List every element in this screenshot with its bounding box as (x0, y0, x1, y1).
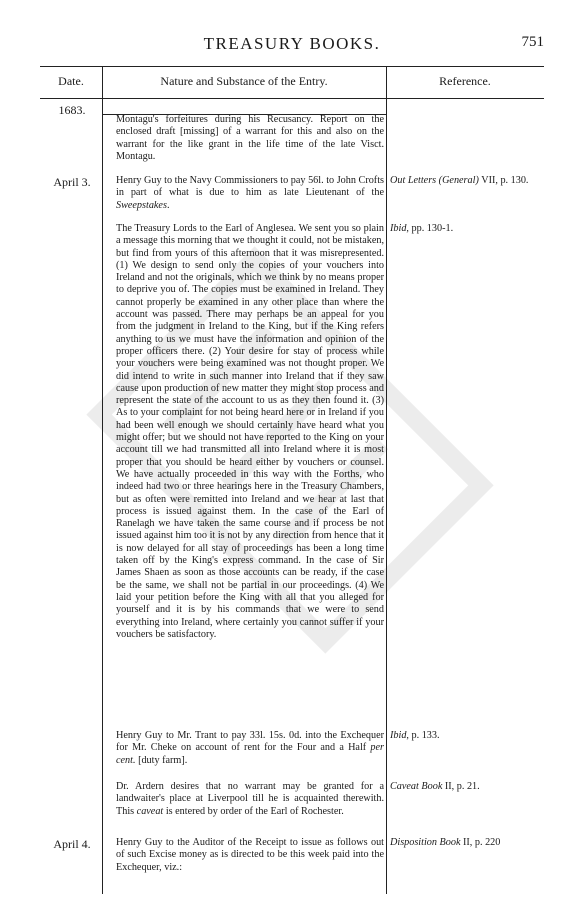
row-rule (102, 114, 386, 115)
column-header-reference: Reference. (439, 74, 491, 88)
entry-reference: Disposition Book II, p. 220 (390, 837, 501, 848)
page-header (40, 30, 544, 60)
entry-reference: Ibid, pp. 130-1. (390, 223, 454, 234)
running-title: TREASURY BOOKS. (203, 34, 381, 53)
column-header-date: Date. (58, 74, 84, 88)
column-divider (102, 66, 103, 894)
entry-text: Montagu's forfeitures during his Recusancy. Report on the enclosed draft [missing] of a warrant for this and also on the warrant for the like grant in the life time of the late Visct. Montagu. (116, 114, 384, 162)
entry-text: The Treasury Lords to the Earl of Anglesea. We sent you so plain a message this morning that we thought it could, not be mistaken, but find from yours of this afternoon that it was misrepresented. (1) We design to send only the copies of your vouchers into Ireland and not the originals, which we think by no means proper to deprive you of. The copies must be examined in Ireland. They cannot properly be examined in any other place than where the account was passed. There may perhaps be an appeal for you from the judgment in Ireland to the King, but if the King refers anything to us we must have the information and opinion of the proper officers there. (2) Your desire for stay of process while your vouchers were being examined was not thought proper. We did intend to write in such manner into Ireland that if they saw cause upon production of new matter they might stop process and represent the state of the account to us as they then found it. (3) As to your complaint for not being heard here or in Ireland if you had been well enough we should certainly have heard what you might offer; but we should not have reported to the King on your account till we had transmitted all into Ireland where it is most proper that you should be heard either by vouchers or counsel. We have actually proceeded in this way with the Forths, who indeed had two or three hearings here in the Treasury Chambers, but as often were remitted into Ireland and we hear at last that process is issued against them. In the case of the Earl of Ranelagh we have taken the same course and if process be not issued against him too it is not by any direction from hence that it is now delayed for all stay of proceedings has been a long time taken off by the King's express command. In the case of Sir James Shaen as soon as those accounts can be ready, if the case be the same, we shall not be partial in our proceedings. (4) We laid your petition before the King with all that you alleged for yourself and it is by his commands that we were to send everything into Ireland, where certainly you cannot suffer if your vouchers be satisfactory. (116, 223, 384, 640)
page-number: 751 (521, 34, 544, 50)
entry-text: Henry Guy to the Navy Commissioners to pay 56l. to John Crofts in part of what is due to him as late Lieutenant of the Sweepstakes. (116, 175, 384, 211)
entry-reference: Out Letters (General) VII, p. 130. (390, 175, 529, 186)
column-header-nature: Nature and Substance of the Entry. (160, 74, 328, 88)
entry-reference: Caveat Book II, p. 21. (390, 781, 480, 792)
entry-text: Henry Guy to the Auditor of the Receipt to issue as follows out of such Excise money as is directed to be this week paid into the Exchequer, viz.: (116, 837, 384, 873)
entry-reference: Ibid, p. 133. (390, 730, 440, 741)
entry-date: April 3. (53, 175, 91, 189)
header-bottom-rule (40, 98, 544, 99)
entry-date: 1683. (58, 103, 86, 117)
table-top-rule (40, 66, 544, 67)
entries-table (40, 66, 544, 894)
column-divider (386, 66, 387, 894)
entry-text: Dr. Ardern desires that no warrant may be granted for a landwaiter's place at Liverpool till he is acquainted therewith. This caveat is entered by order of the Earl of Rochester. (116, 781, 384, 817)
entry-date: April 4. (53, 837, 91, 851)
entry-text: Henry Guy to Mr. Trant to pay 33l. 15s. 0d. into the Exchequer for Mr. Cheke on account of rent for the Four and a Half per cent. [duty farm]. (116, 730, 384, 766)
